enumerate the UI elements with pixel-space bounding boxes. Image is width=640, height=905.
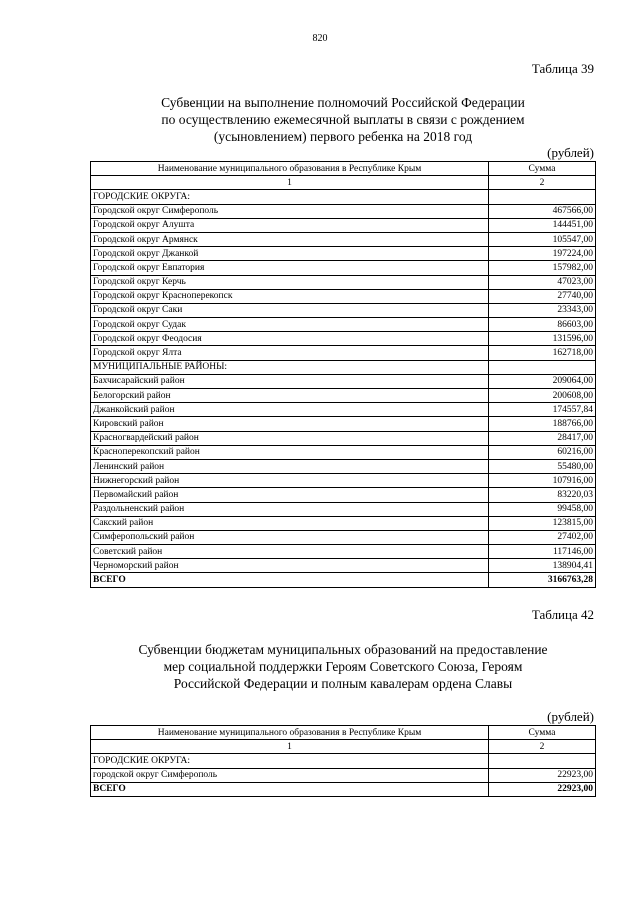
table-row <box>91 488 596 502</box>
value-cell: 105547,00 <box>489 232 596 246</box>
value-cell: 138904,41 <box>489 559 596 573</box>
value-cell: 27740,00 <box>489 289 596 303</box>
name-cell: городской округ Симферополь <box>91 768 489 782</box>
value-cell: 209064,00 <box>489 374 596 388</box>
table-header-row <box>91 162 596 176</box>
table-42-title <box>90 641 596 692</box>
name-cell: Наименование муниципального образования в Республике Крым <box>91 162 489 176</box>
name-cell: Городской округ Феодосия <box>91 332 489 346</box>
name-cell: Городской округ Алушта <box>91 218 489 232</box>
name-cell: Городской округ Ялта <box>91 346 489 360</box>
name-cell: ВСЕГО <box>91 782 489 796</box>
table-row <box>91 754 596 768</box>
name-cell: Городской округ Судак <box>91 318 489 332</box>
name-cell: Бахчисарайский район <box>91 374 489 388</box>
name-cell: Кировский район <box>91 417 489 431</box>
value-cell: 117146,00 <box>489 545 596 559</box>
value-cell: 86603,00 <box>489 318 596 332</box>
table-39-label: Таблица 39 <box>531 61 594 76</box>
value-cell: 23343,00 <box>489 303 596 317</box>
title-line: мер социальной поддержки Героям Советского Союза, Героям <box>163 659 523 674</box>
name-cell: ВСЕГО <box>91 573 489 587</box>
table-row <box>91 218 596 232</box>
value-cell: 47023,00 <box>489 275 596 289</box>
value-cell: 2 <box>489 176 596 190</box>
table-row <box>91 445 596 459</box>
table-row <box>91 545 596 559</box>
table-row <box>91 318 596 332</box>
total-row <box>91 782 596 796</box>
title-line: (усыновлением) первого ребенка на 2018 год <box>213 129 473 144</box>
name-cell: Красноперекопский район <box>91 445 489 459</box>
table-row <box>91 275 596 289</box>
table-row <box>91 332 596 346</box>
value-cell: 99458,00 <box>489 502 596 516</box>
table-row <box>91 261 596 275</box>
name-cell: Симферопольский район <box>91 530 489 544</box>
table-row <box>91 190 596 204</box>
value-cell: 27402,00 <box>489 530 596 544</box>
value-cell: 3166763,28 <box>489 573 596 587</box>
table-row <box>91 247 596 261</box>
name-cell: Ленинский район <box>91 459 489 473</box>
table-row <box>91 389 596 403</box>
table-row <box>91 403 596 417</box>
name-cell: Джанкойский район <box>91 403 489 417</box>
page-number: 820 <box>312 33 328 44</box>
name-cell: 1 <box>91 740 489 754</box>
table-39-title <box>90 94 596 145</box>
name-cell: Белогорский район <box>91 389 489 403</box>
value-cell: 174557,84 <box>489 403 596 417</box>
name-cell: ГОРОДСКИЕ ОКРУГА: <box>91 754 489 768</box>
table-row <box>91 559 596 573</box>
name-cell: Городской округ Джанкой <box>91 247 489 261</box>
value-cell: 162718,00 <box>489 346 596 360</box>
table-row <box>91 474 596 488</box>
name-cell: МУНИЦИПАЛЬНЫЕ РАЙОНЫ: <box>91 360 489 374</box>
table-row <box>91 204 596 218</box>
table-header-row <box>91 726 596 740</box>
name-cell: 1 <box>91 176 489 190</box>
value-cell <box>489 360 596 374</box>
name-cell: Городской округ Красноперекопск <box>91 289 489 303</box>
table-42-label: Таблица 42 <box>531 607 594 622</box>
table-39-units: (рублей) <box>547 145 594 160</box>
name-cell: Первомайский район <box>91 488 489 502</box>
name-cell: Советский район <box>91 545 489 559</box>
name-cell: Наименование муниципального образования в Республике Крым <box>91 726 489 740</box>
name-cell: Городской округ Керчь <box>91 275 489 289</box>
table-row <box>91 502 596 516</box>
name-cell: Сакский район <box>91 516 489 530</box>
table-row <box>91 346 596 360</box>
name-cell: Городской округ Армянск <box>91 232 489 246</box>
value-cell: 144451,00 <box>489 218 596 232</box>
value-cell: 107916,00 <box>489 474 596 488</box>
value-cell: Сумма <box>489 726 596 740</box>
table-row <box>91 516 596 530</box>
table-row <box>91 417 596 431</box>
name-cell: Черноморский район <box>91 559 489 573</box>
value-cell <box>489 190 596 204</box>
value-cell: 28417,00 <box>489 431 596 445</box>
table-row <box>91 530 596 544</box>
value-cell: 83220,03 <box>489 488 596 502</box>
value-cell: 467566,00 <box>489 204 596 218</box>
title-line: Субвенции бюджетам муниципальных образований на предоставление <box>138 642 548 657</box>
name-cell: Городской округ Симферополь <box>91 204 489 218</box>
table-42 <box>90 725 596 797</box>
value-cell <box>489 754 596 768</box>
value-cell: 131596,00 <box>489 332 596 346</box>
table-row <box>91 303 596 317</box>
name-cell: Городской округ Саки <box>91 303 489 317</box>
value-cell: 22923,00 <box>489 782 596 796</box>
table-row <box>91 431 596 445</box>
table-row <box>91 768 596 782</box>
name-cell: Раздольненский район <box>91 502 489 516</box>
value-cell: 157982,00 <box>489 261 596 275</box>
table-row <box>91 374 596 388</box>
column-index-row <box>91 740 596 754</box>
table-42-units: (рублей) <box>547 709 594 724</box>
title-line: Российской Федерации и полным кавалерам ордена Славы <box>173 676 513 691</box>
table-row <box>91 459 596 473</box>
value-cell: 2 <box>489 740 596 754</box>
title-line: Субвенции на выполнение полномочий Российской Федерации <box>161 95 525 110</box>
value-cell: 197224,00 <box>489 247 596 261</box>
name-cell: Нижнегорский район <box>91 474 489 488</box>
title-line: по осуществлению ежемесячной выплаты в связи с рождением <box>161 112 525 127</box>
table-39 <box>90 161 596 588</box>
table-row <box>91 360 596 374</box>
value-cell: 55480,00 <box>489 459 596 473</box>
total-row <box>91 573 596 587</box>
name-cell: Городской округ Евпатория <box>91 261 489 275</box>
column-index-row <box>91 176 596 190</box>
name-cell: ГОРОДСКИЕ ОКРУГА: <box>91 190 489 204</box>
value-cell: 60216,00 <box>489 445 596 459</box>
value-cell: Сумма <box>489 162 596 176</box>
value-cell: 22923,00 <box>489 768 596 782</box>
table-row <box>91 289 596 303</box>
value-cell: 123815,00 <box>489 516 596 530</box>
value-cell: 188766,00 <box>489 417 596 431</box>
table-row <box>91 232 596 246</box>
value-cell: 200608,00 <box>489 389 596 403</box>
name-cell: Красногвардейский район <box>91 431 489 445</box>
